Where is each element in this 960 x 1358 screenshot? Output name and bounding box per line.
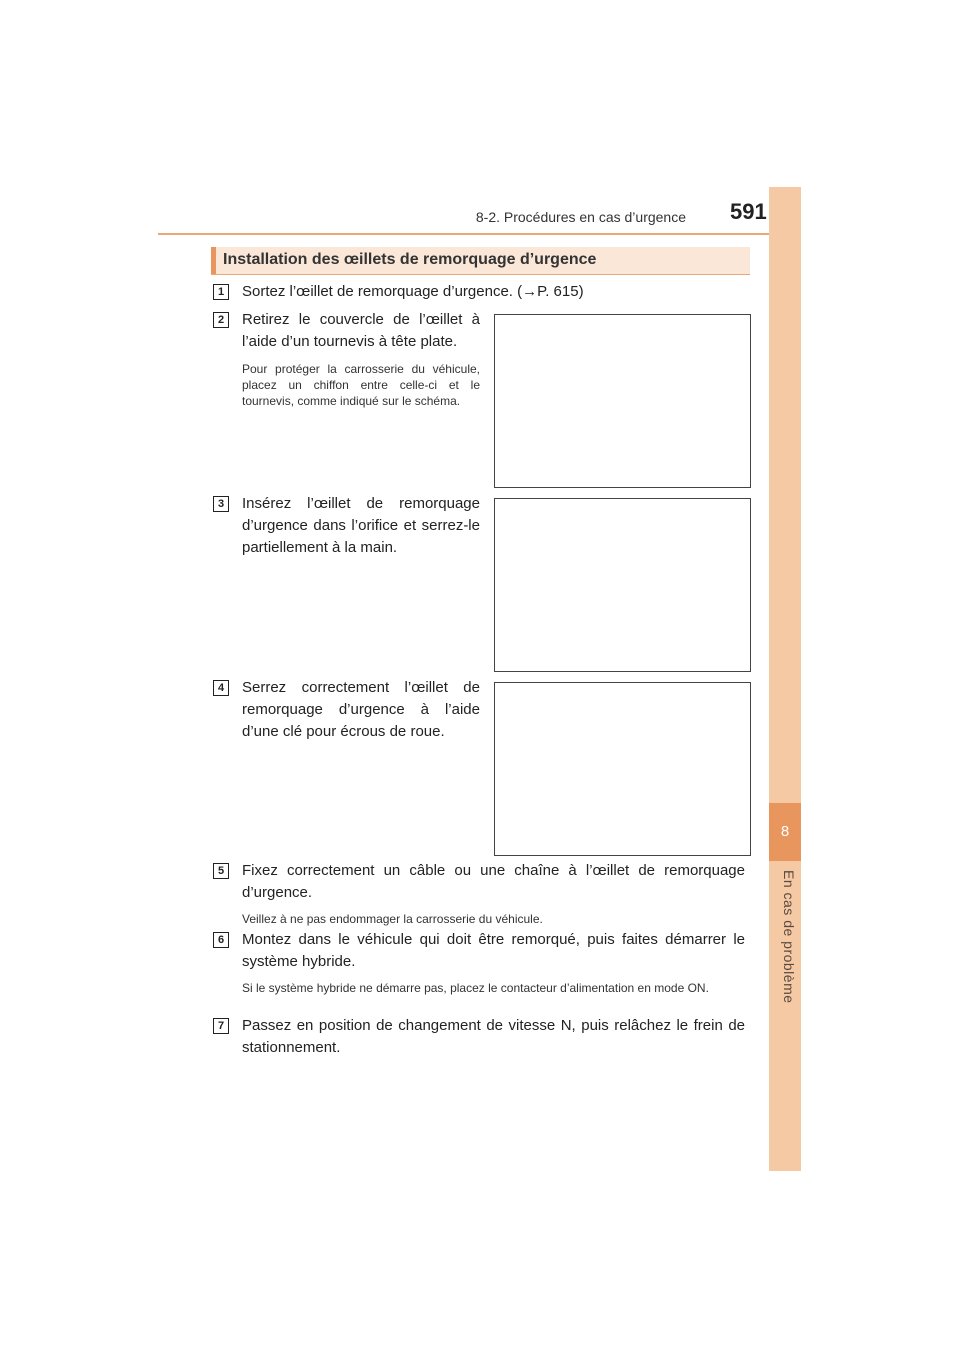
step-3-figure bbox=[494, 498, 751, 672]
step-number-4: 4 bbox=[213, 680, 229, 696]
step-5-note: Veillez à ne pas endommager la carrosserie du véhicule. bbox=[242, 912, 543, 926]
step-6-note: Si le système hybride ne démarre pas, placez le contacteur d’alimentation en mode ON. bbox=[242, 981, 709, 995]
header-section-title: 8-2. Procédures en cas d’urgence bbox=[475, 209, 686, 225]
chapter-number-badge: 8 bbox=[769, 803, 801, 861]
step-4-text: Serrez correctement l’œillet de remorquage d’urgence à l’aide d’une clé pour écrous de roue. bbox=[242, 679, 480, 740]
step-2-figure bbox=[494, 314, 751, 488]
step-number-6: 6 bbox=[213, 932, 229, 948]
section-title-banner bbox=[211, 247, 750, 275]
section-title-accent bbox=[211, 247, 216, 274]
step-5-text: Fixez correctement un câble ou une chaîne à l’œillet de remorquage d’urgence. bbox=[242, 862, 745, 901]
step-3-text: Insérez l’œillet de remorquage d’urgence dans l’orifice et serrez-le partiellement à la main. bbox=[242, 495, 480, 556]
chapter-side-tab bbox=[769, 187, 801, 1171]
section-title: Installation des œillets de remorquage d’urgence bbox=[223, 251, 597, 268]
step-number-3: 3 bbox=[213, 496, 229, 512]
step-1-text: Sortez l’œillet de remorquage d’urgence. (→P. 615) bbox=[242, 283, 584, 300]
step-4-figure bbox=[494, 682, 751, 856]
chapter-side-label: En cas de problème bbox=[781, 870, 797, 1004]
step-number-2: 2 bbox=[213, 312, 229, 328]
step-2-text: Retirez le couvercle de l’œillet à l’aide d’un tournevis à tête plate. bbox=[242, 311, 480, 350]
step-number-5: 5 bbox=[213, 863, 229, 879]
header-divider bbox=[158, 233, 770, 235]
step-6-text: Montez dans le véhicule qui doit être remorqué, puis faites démarrer le système hybride. bbox=[242, 931, 745, 970]
step-number-1: 1 bbox=[213, 284, 229, 300]
step-7-text: Passez en position de changement de vitesse N, puis relâchez le frein de stationnement. bbox=[242, 1017, 745, 1056]
step-2-note: Pour protéger la carrosserie du véhicule, placez un chiffon entre celle-ci et le tournevis, comme indiqué sur le schéma. bbox=[242, 362, 480, 408]
step-number-7: 7 bbox=[213, 1018, 229, 1034]
page-number: 591 bbox=[730, 199, 767, 224]
